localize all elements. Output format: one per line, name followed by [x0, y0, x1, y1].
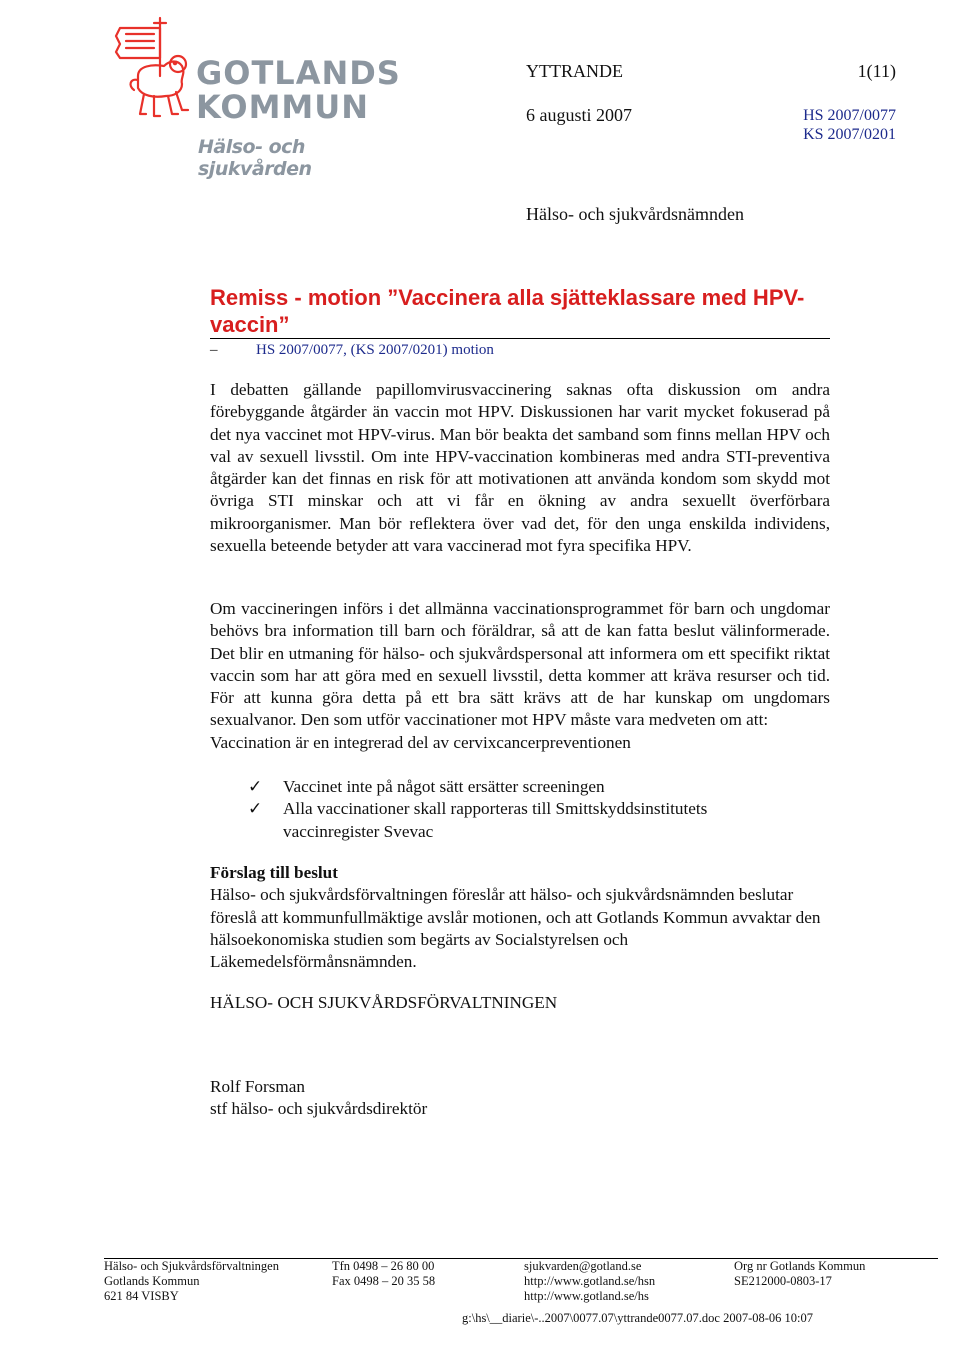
case-reference-hs: HS 2007/0077	[803, 107, 896, 124]
document-type: YTTRANDE	[526, 61, 623, 81]
document-date: 6 augusti 2007	[526, 105, 632, 125]
decision-heading: Förslag till beslut	[210, 863, 338, 882]
paragraph-1: I debatten gällande papillomvirusvaccinering saknas ofta diskussion om andra förebyggande åtgärder än vaccin mot HPV. Diskussionen har varit mycket fokuserad på det nya vaccinet mot HPV-virus. Man bör beakta det samband som finns mellan HPV och val av sexuell livsstil. Om inte HPV-vaccination kombineras med andra STI-preventiva åtgärder kan det finnas en risk för att motivationen att använda kondom som skydd mot övriga STI minskar och att vi får en ökning av andra sexuellt överförbara mikroorganismer. Man bör reflektera över vad det, för den unga enskilda individens, sexuella beteende betyder att vara vaccinerad mot fyra specifika HPV.	[210, 380, 830, 556]
recipient: Hälso- och sjukvårdsnämnden	[526, 204, 744, 224]
footer-phone-line: Tfn 0498 – 26 80 00	[332, 1259, 435, 1273]
footer-org-line: Org nr Gotlands Kommun	[734, 1259, 866, 1273]
checkmark-icon: ✓	[248, 799, 263, 819]
footer-web-link[interactable]: http://www.gotland.se/hs	[524, 1289, 649, 1303]
logo-wordmark-line2: KOMMUN	[196, 88, 370, 126]
subref-text: HS 2007/0077, (KS 2007/0201) motion	[256, 342, 494, 358]
footer-web-link[interactable]: http://www.gotland.se/hsn	[524, 1274, 656, 1288]
paragraph-2	[210, 598, 830, 754]
organization-name: HÄLSO- OCH SJUKVÅRDSFÖRVALTNINGEN	[210, 993, 558, 1012]
checklist-item-text: Alla vaccinationer skall rapporteras till Smittskyddsinstitutets vaccinregister Svevac	[283, 799, 708, 841]
paragraph-3-text: Vaccination är en integrerad del av cervixcancerpreventionen	[210, 732, 631, 752]
footer-address	[104, 1259, 279, 1304]
footer-contacts	[524, 1259, 655, 1304]
title-underline	[210, 338, 830, 339]
page-title	[210, 284, 830, 338]
title-line1: Remiss - motion ”Vaccinera alla sjätteklassare med HPV-	[210, 285, 805, 310]
footer-phone	[332, 1259, 435, 1289]
footer-address-line: Hälso- och Sjukvårdsförvaltningen	[104, 1259, 279, 1273]
title-line2: vaccin”	[210, 312, 290, 337]
list-item	[248, 776, 808, 798]
subject-reference	[210, 340, 494, 360]
subref-dash: –	[210, 342, 218, 358]
paragraph-2-text: Om vaccineringen införs i det allmänna vaccinationsprogrammet för barn och ungdomar behövs bra information till barn och föräldrar, så att de kan fatta beslut välinformerade. Det blir en utmaning för hälso- och sjukvårdspersonal att informera om ett specifikt riktat vaccin som har att göra med en sexuell livsstil, detta kommer att kräva resurser och tid. För att kunna göra detta på ett bra sätt krävs att de har kunskap om ungdomars sexualvanor. Den som utför vaccinationer mot HPV måste vara medveten om att:	[210, 599, 830, 730]
signature-block	[210, 1076, 427, 1121]
checklist-item-text: Vaccinet inte på något sätt ersätter screeningen	[283, 777, 605, 796]
logo-subtitle: Hälso- och sjukvården	[198, 136, 312, 180]
signer-role: stf hälso- och sjukvårdsdirektör	[210, 1099, 428, 1119]
checklist	[248, 776, 808, 843]
lamb-emblem-icon	[108, 14, 200, 124]
page-number: 1(11)	[857, 61, 896, 81]
decision-section	[210, 862, 830, 973]
footer-fax-line: Fax 0498 – 20 35 58	[332, 1274, 436, 1288]
signer-name: Rolf Forsman	[210, 1077, 306, 1096]
checkmark-icon: ✓	[248, 777, 263, 796]
gotlands-kommun-logo	[108, 14, 401, 180]
footer-address-line: Gotlands Kommun	[104, 1274, 200, 1288]
decision-text: Hälso- och sjukvårdsförvaltningen föreslår att hälso- och sjukvårdsnämnden beslutar föreslå att kommunfullmäktige avslår motionen, och att Gotlands Kommun avvaktar den hälsoekonomiska studien som begärts av Socialstyrelsen och Läkemedelsförmånsnämnden.	[210, 885, 821, 972]
footer-org-line: SE212000-0803-17	[734, 1274, 832, 1288]
footer-org-number	[734, 1259, 865, 1289]
footer-file-path: g:\hs\__diarie\-..2007\0077.07\yttrande0077.07.doc 2007-08-06 10:07	[462, 1311, 813, 1325]
logo-wordmark-line1: GOTLANDS	[196, 54, 401, 92]
case-reference-ks: KS 2007/0201	[803, 126, 896, 143]
footer-address-line: 621 84 VISBY	[104, 1289, 179, 1303]
list-item	[248, 798, 808, 843]
footer-email-link[interactable]: sjukvarden@gotland.se	[524, 1259, 642, 1273]
